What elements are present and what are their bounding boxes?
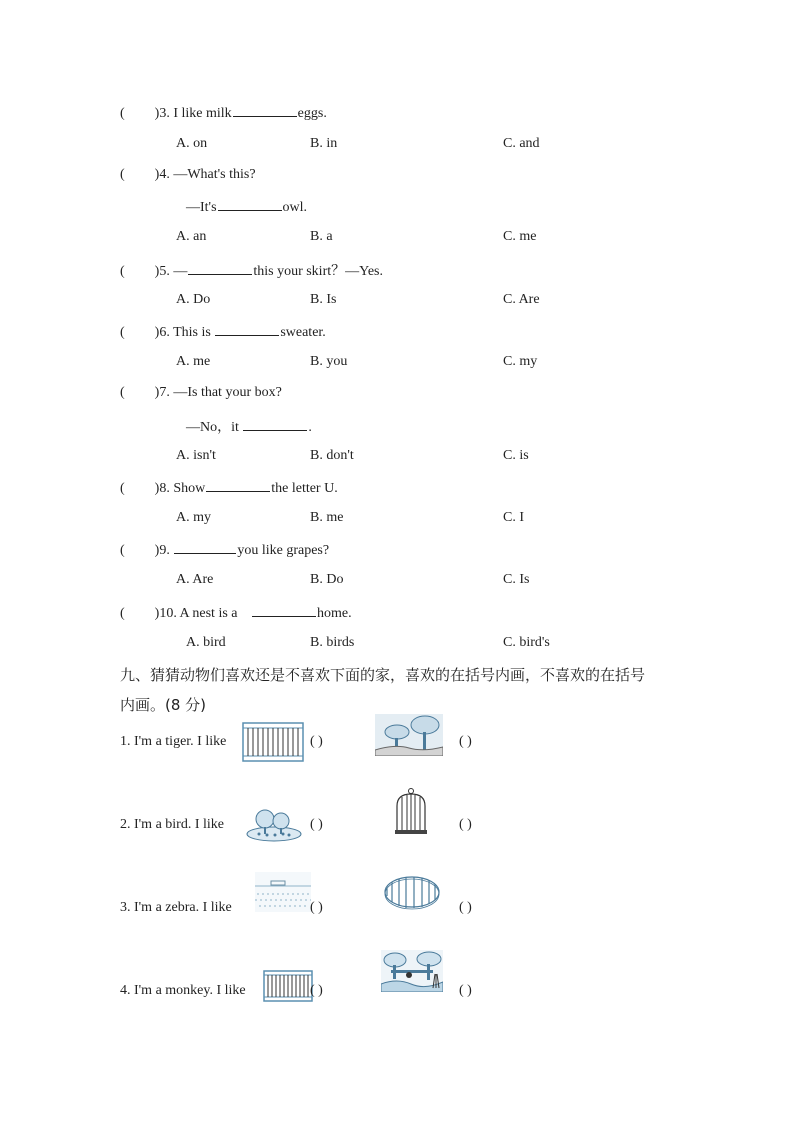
- q9-option-b[interactable]: B. Do: [310, 572, 344, 587]
- q4-line2: —It's owl.: [186, 200, 308, 215]
- q5-option-c[interactable]: C. Are: [503, 292, 540, 307]
- grassland-image: [255, 872, 311, 912]
- forest-landscape-image: [375, 714, 443, 756]
- answer-paren[interactable]: ( ): [310, 900, 323, 915]
- q7-option-b[interactable]: B. don't: [310, 448, 354, 463]
- q6-stem: ( )6. This is sweater.: [120, 325, 326, 340]
- animal-4-text: 4. I'm a monkey. I like: [120, 983, 246, 998]
- answer-blank[interactable]: [218, 198, 282, 211]
- answer-blank[interactable]: [233, 104, 297, 117]
- q6-option-b[interactable]: B. you: [310, 354, 348, 369]
- section-title-line2: 内画。(8 分): [120, 696, 207, 714]
- answer-paren[interactable]: ( ): [459, 734, 472, 749]
- q5-option-b[interactable]: B. Is: [310, 292, 337, 307]
- round-fence-image: [382, 872, 442, 912]
- q7-stem: ( )7. —Is that your box?: [120, 385, 282, 400]
- q8-option-a[interactable]: A. my: [176, 510, 211, 525]
- q4-option-b[interactable]: B. a: [310, 229, 333, 244]
- cage-fence-image: [263, 969, 313, 1003]
- answer-blank[interactable]: [215, 323, 279, 336]
- section-title-line1: 九、猜猜动物们喜欢还是不喜欢下面的家，喜欢的在括号内画，不喜欢的在括号: [120, 666, 646, 684]
- q5-option-a[interactable]: A. Do: [176, 292, 211, 307]
- q10-option-a[interactable]: A. bird: [186, 635, 226, 650]
- q6-option-c[interactable]: C. my: [503, 354, 538, 369]
- q7-option-c[interactable]: C. is: [503, 448, 529, 463]
- animal-3-text: 3. I'm a zebra. I like: [120, 900, 232, 915]
- answer-paren[interactable]: ( ): [310, 817, 323, 832]
- q7-line2: —No，it .: [186, 420, 312, 435]
- q4-stem: ( )4. —What's this?: [120, 167, 256, 182]
- q10-stem: ( )10. A nest is a home.: [120, 606, 352, 621]
- answer-paren[interactable]: ( ): [310, 734, 323, 749]
- q10-option-c[interactable]: C. bird's: [503, 635, 550, 650]
- answer-paren[interactable]: ( ): [459, 900, 472, 915]
- q9-option-a[interactable]: A. Are: [176, 572, 214, 587]
- birdcage-image: [393, 788, 429, 836]
- cage-fence-image: [242, 720, 304, 764]
- q5-stem: ( )5. — this your skirt？—Yes.: [120, 264, 383, 279]
- q8-option-c[interactable]: C. I: [503, 510, 524, 525]
- answer-paren[interactable]: ( ): [459, 983, 472, 998]
- q10-option-b[interactable]: B. birds: [310, 635, 355, 650]
- q8-stem: ( )8. Show the letter U.: [120, 481, 338, 496]
- answer-blank[interactable]: [206, 479, 270, 492]
- q9-stem: ( )9. you like grapes?: [120, 543, 330, 558]
- q4-option-a[interactable]: A. an: [176, 229, 207, 244]
- answer-blank[interactable]: [188, 262, 252, 275]
- answer-blank[interactable]: [252, 604, 316, 617]
- q9-option-c[interactable]: C. Is: [503, 572, 530, 587]
- animal-1-text: 1. I'm a tiger. I like: [120, 734, 227, 749]
- q6-option-a[interactable]: A. me: [176, 354, 211, 369]
- q8-option-b[interactable]: B. me: [310, 510, 344, 525]
- q7-option-a[interactable]: A. isn't: [176, 448, 216, 463]
- q3-stem: ( )3. I like milk eggs.: [120, 106, 327, 121]
- animal-2-text: 2. I'm a bird. I like: [120, 817, 224, 832]
- trees-island-image: [245, 806, 303, 842]
- answer-paren[interactable]: ( ): [459, 817, 472, 832]
- jungle-river-image: [381, 950, 443, 992]
- answer-paren[interactable]: ( ): [310, 983, 323, 998]
- answer-blank[interactable]: [174, 541, 236, 554]
- open-paren: (: [120, 106, 125, 121]
- q3-option-b[interactable]: B. in: [310, 136, 338, 151]
- answer-blank[interactable]: [243, 418, 307, 431]
- q3-option-c[interactable]: C. and: [503, 136, 540, 151]
- q3-option-a[interactable]: A. on: [176, 136, 208, 151]
- q4-option-c[interactable]: C. me: [503, 229, 537, 244]
